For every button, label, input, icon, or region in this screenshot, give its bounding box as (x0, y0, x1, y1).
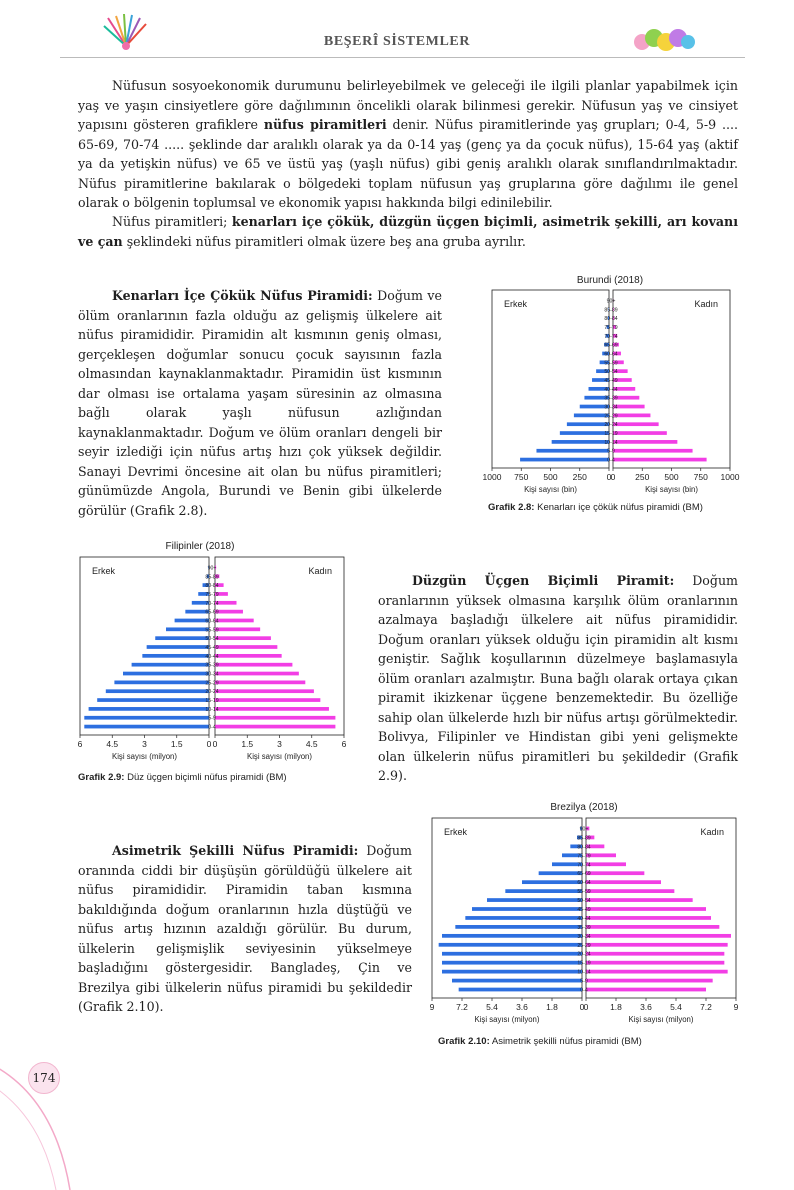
age-group-label: 0-4 (580, 988, 588, 994)
tick-label-right: 1.8 (610, 1002, 622, 1012)
bar-male (89, 707, 209, 711)
age-group-label: 55-59 (577, 889, 590, 895)
age-group-label: 85-89 (604, 307, 617, 313)
age-group-label: 90+ (580, 826, 589, 832)
bar-female (215, 681, 305, 685)
tick-label-left: 1.5 (171, 739, 183, 749)
tick-label-right: 0 (611, 472, 616, 482)
age-group-label: 60-64 (205, 618, 218, 624)
age-group-label: 30-34 (604, 405, 617, 411)
bar-female (215, 619, 254, 623)
age-group-label: 30-34 (577, 934, 590, 940)
tick-label-left: 0 (607, 472, 612, 482)
bar-male (536, 449, 609, 453)
age-group-label: 80-84 (577, 844, 590, 850)
age-group-label: 25-29 (205, 680, 218, 686)
age-group-label: 70-74 (205, 601, 218, 607)
pyramid-chart-filipinler (68, 555, 356, 767)
age-group-label: 20-24 (604, 422, 617, 428)
bar-female (586, 934, 731, 938)
bar-male (522, 880, 582, 884)
section-concave-pyramid (78, 286, 442, 520)
bar-male (106, 689, 209, 693)
intro-term: nüfus piramitleri (264, 117, 387, 132)
section-triangle-pyramid (378, 571, 738, 786)
bar-male (567, 422, 609, 426)
bar-female (613, 431, 667, 435)
age-group-label: 45-49 (577, 907, 590, 913)
age-group-label: 10-14 (205, 707, 218, 713)
bar-female (586, 952, 724, 956)
caption-label: Grafik 2.10: (438, 1036, 490, 1047)
bar-female (215, 663, 292, 667)
tick-label-right: 1000 (721, 472, 740, 482)
caption-grafik-2-8 (488, 502, 748, 513)
bar-female (586, 961, 724, 965)
caption-text: Kenarları içe çökük nüfus piramidi (BM) (534, 502, 702, 513)
caption-grafik-2-9 (78, 772, 358, 783)
age-group-label: 0-4 (208, 725, 216, 731)
bar-female (215, 725, 335, 729)
tick-label-right: 0 (213, 739, 218, 749)
bar-female (215, 627, 260, 631)
bar-female (215, 636, 271, 640)
age-group-label: 35-39 (604, 396, 617, 402)
age-group-label: 90+ (607, 298, 616, 304)
age-group-label: 85-89 (205, 574, 218, 580)
x-axis-label-right: Kişi sayısı (milyon) (629, 1015, 694, 1024)
age-group-label: 50-54 (577, 898, 590, 904)
age-group-label: 45-49 (205, 645, 218, 651)
intro-text: şeklindeki nüfus piramitleri olmak üzere beş ana gruba ayrılır. (123, 234, 526, 249)
age-group-label: 10-14 (604, 440, 617, 446)
bar-female (586, 880, 661, 884)
x-axis-label-right: Kişi sayısı (bin) (645, 485, 698, 494)
pyramid-chart-brezilya (420, 816, 748, 1030)
intro-pyramid-types: kenarları içe çökük, düzgün üçgen biçimli, asimetrik şekilli, arı kovanı ve çan (78, 214, 738, 249)
caption-text: Düz üçgen biçimli nüfus piramidi (BM) (124, 772, 286, 783)
legend-male: Erkek (92, 566, 116, 576)
age-group-label: 20-24 (205, 689, 218, 695)
caption-grafik-2-10 (438, 1036, 738, 1047)
age-group-label: 70-74 (577, 862, 590, 868)
bar-female (215, 707, 329, 711)
bar-female (215, 645, 277, 649)
age-group-label: 50-54 (205, 636, 218, 642)
bar-male (459, 988, 582, 992)
bar-female (215, 610, 243, 614)
bar-female (613, 405, 645, 409)
age-group-label: 55-59 (205, 627, 218, 633)
age-group-label: 60-64 (604, 351, 617, 357)
chart-title-filipinler: Filipinler (2018) (80, 541, 320, 552)
bar-male (166, 627, 209, 631)
age-group-label: 20-24 (577, 952, 590, 958)
bar-male (123, 672, 209, 676)
bar-female (586, 871, 644, 875)
bar-female (215, 716, 335, 720)
bar-female (613, 414, 650, 418)
bar-female (586, 907, 706, 911)
age-group-label: 75-79 (604, 325, 617, 331)
bar-male (452, 979, 582, 983)
bar-female (586, 988, 706, 992)
tick-label-left: 5.4 (486, 1002, 498, 1012)
bar-female (586, 943, 728, 947)
section-heading: Düzgün Üçgen Biçimli Piramit: (412, 573, 674, 588)
bar-male (455, 925, 582, 929)
age-group-label: 15-19 (604, 431, 617, 437)
age-group-label: 25-29 (604, 413, 617, 419)
age-group-label: 25-29 (577, 943, 590, 949)
bar-female (586, 916, 711, 920)
bar-male (142, 654, 209, 658)
age-group-label: 5-9 (208, 716, 216, 722)
bar-female (613, 458, 707, 462)
bar-female (586, 862, 626, 866)
age-group-label: 50-54 (604, 369, 617, 375)
tick-label-right: 5.4 (670, 1002, 682, 1012)
tick-label-right: 7.2 (700, 1002, 712, 1012)
tick-label-right: 500 (664, 472, 678, 482)
age-group-label: 40-44 (577, 916, 590, 922)
age-group-label: 65-69 (604, 343, 617, 349)
bar-male (465, 916, 582, 920)
age-group-label: 55-59 (604, 360, 617, 366)
legend-male: Erkek (504, 299, 528, 309)
bar-male (84, 716, 209, 720)
age-group-label: 10-14 (577, 970, 590, 976)
age-group-label: 65-69 (205, 610, 218, 616)
bar-male (539, 871, 582, 875)
intro-text: denir. Nüfus piramitlerinde yaş grupları; 0-4, 5-9 .... 65-69, 70-74 ..... şeklinde dar aralıklı olarak ya da 0-14 yaş (genç ya da çocuk nüfus), 15-64 yaş (aktif ya da yetişkin nüfus) ve 65 ve üstü yaş (yaşlı nüfus) gibi geniş aralıklı olarak sınıflandırılmaktadır. Nüfus piramitlerine bakılarak o bölgedeki toplam nüfusun yaş gruplarına göre dağılımı ile genel olarak o bölgenin toplumsal ve ekonomik yapısı hakkında bilgi edinilebilir. (78, 117, 738, 210)
legend-female: Kadın (694, 299, 718, 309)
tick-label-left: 3.6 (516, 1002, 528, 1012)
age-group-label: 85-89 (577, 835, 590, 841)
age-group-label: 75-79 (205, 592, 218, 598)
age-group-label: 45-49 (604, 378, 617, 384)
legend-female: Kadın (700, 827, 724, 837)
section-heading: Kenarları İçe Çökük Nüfus Piramidi: (112, 288, 373, 303)
bar-male (552, 440, 609, 444)
age-group-label: 5-9 (580, 979, 588, 985)
tick-label-right: 4.5 (306, 739, 318, 749)
section-text: Doğum oranında ciddi bir düşüşün görüldüğü ülkelere ait nüfus piramididir. Piramidin taban kısmına bakıldığında doğum oranlarının hızla düştüğü ve nüfus artış hızının azaldığı görülür. Bu durum, ülkelerin gelişmişlik seviyesinin yükselmeye başladığını göstergesidir. Bangladeş, Çin ve Brezilya gibi ülkelerin nüfus piramidi bu şekildedir (Grafik 2.10). (78, 843, 412, 1014)
header-divider (60, 57, 745, 58)
age-group-label: 70-74 (604, 334, 617, 340)
section-text: Doğum oranlarının yüksek olmasına karşılık ölüm oranlarının azalmaya başladığı ülkelere ait nüfus piramididir. Doğum oranları yüksek olduğu için piramidin alt kısmı geniştir. Sağlık koşullarının düzelmeye başlamasıyla ölüm oranları azalmıştır. Buna bağlı olarak ortaya çıkan piramit ikizkenar üçgene benzemektedir. Bu özelliğe sahip olan ülkelerde hızlı bir nüfus artışı görülmektedir. Bolivya, Filipinler ve Hindistan gibi yeni gelişmekte olan ülkelerin nüfus piramitleri bu şekildedir (Grafik 2.9). (378, 573, 738, 783)
tick-label-left: 0 (580, 1002, 585, 1012)
tick-label-left: 7.2 (456, 1002, 468, 1012)
age-group-label: 80-84 (604, 316, 617, 322)
tick-label-left: 3 (142, 739, 147, 749)
bar-female (586, 889, 674, 893)
legend-female: Kadın (308, 566, 332, 576)
page-number: 174 (28, 1062, 60, 1094)
age-group-label: 15-19 (205, 698, 218, 704)
tick-label-left: 250 (573, 472, 587, 482)
tick-label-left: 9 (430, 1002, 435, 1012)
age-group-label: 35-39 (205, 663, 218, 669)
x-axis-label-left: Kişi sayısı (milyon) (112, 752, 177, 761)
legend-male: Erkek (444, 827, 468, 837)
age-group-label: 0-4 (607, 458, 615, 464)
bar-female (586, 925, 719, 929)
age-group-label: 15-19 (577, 961, 590, 967)
tick-label-left: 1.8 (546, 1002, 558, 1012)
age-group-label: 35-39 (577, 925, 590, 931)
bar-male (472, 907, 582, 911)
bar-male (520, 458, 609, 462)
caption-label: Grafik 2.8: (488, 502, 534, 513)
bar-male (442, 934, 582, 938)
bar-male (442, 961, 582, 965)
x-axis-label-right: Kişi sayısı (milyon) (247, 752, 312, 761)
bar-male (442, 952, 582, 956)
bar-female (215, 698, 320, 702)
bar-male (84, 725, 209, 729)
age-group-label: 40-44 (604, 387, 617, 393)
age-group-label: 90+ (208, 565, 217, 571)
section-asymmetric-pyramid (78, 841, 412, 1017)
page-decoration-arc (0, 1030, 100, 1190)
pyramid-chart-burundi (480, 288, 742, 498)
bar-female (215, 672, 299, 676)
tick-label-right: 250 (635, 472, 649, 482)
x-axis-label-left: Kişi sayısı (milyon) (475, 1015, 540, 1024)
tick-label-right: 1.5 (241, 739, 253, 749)
age-group-label: 60-64 (577, 880, 590, 886)
bar-male (487, 898, 582, 902)
bar-female (215, 654, 282, 658)
intro-text: Nüfus piramitleri; (112, 214, 232, 229)
bar-male (505, 889, 582, 893)
caption-label: Grafik 2.9: (78, 772, 124, 783)
caption-text: Asimetrik şekilli nüfus piramidi (BM) (490, 1036, 642, 1047)
intro-text: Nüfusun sosyoekonomik durumunu belirleyebilmek ve geleceği ile ilgili planlar yapabilmek için yaş ve yaşın cinsiyetlere göre dağılımının öncelikli olarak bilinmesi gerekir. Nüfusun yaş ve cinsiyet yapısını gösteren grafiklere (78, 78, 738, 132)
x-axis-label-left: Kişi sayısı (bin) (524, 485, 577, 494)
age-group-label: 5-9 (607, 449, 615, 455)
age-group-label: 80-84 (205, 583, 218, 589)
intro-paragraph-2 (78, 212, 738, 251)
bar-male (97, 698, 209, 702)
tick-label-left: 6 (78, 739, 83, 749)
bar-male (155, 636, 209, 640)
tick-label-left: 500 (543, 472, 557, 482)
age-group-label: 40-44 (205, 654, 218, 660)
bar-female (586, 979, 713, 983)
bar-female (613, 422, 659, 426)
bar-male (147, 645, 209, 649)
bar-male (560, 431, 609, 435)
tick-label-left: 0 (207, 739, 212, 749)
tick-label-left: 750 (514, 472, 528, 482)
intro-paragraph-1 (78, 76, 738, 213)
bar-female (586, 970, 728, 974)
age-group-label: 75-79 (577, 853, 590, 859)
chart-title-burundi: Burundi (2018) (490, 275, 730, 286)
bar-male (175, 619, 209, 623)
section-text: Doğum ve ölüm oranlarının fazla olduğu az gelişmiş ülkelere ait nüfus piramididir. Piramidin alt kısmının geniş olması, gerçekleşen doğumlar sonucu çocuk sayısının fazla olmasından kaynaklanmaktadır. Piramidin üst kısmının dar olması ise ortalama yaşam süresinin az olmasına bağlı olarak yaşlı nüfusun azlığından kaynaklanmaktadır. Doğum ve ölüm oranları dengeli bir seyir izlediği için nüfus artış hızı çok yüksek değildir. Sanayi Devrimi öncesine ait olan bu nüfus piramitleri; günümüzde Angola, Burundi ve Benin gibi ülkelerde görülür (Grafik 2.8). (78, 288, 442, 518)
tick-label-right: 0 (584, 1002, 589, 1012)
age-group-label: 65-69 (577, 871, 590, 877)
age-group-label: 30-34 (205, 672, 218, 678)
tick-label-right: 9 (734, 1002, 739, 1012)
section-heading: Asimetrik Şekilli Nüfus Piramidi: (112, 843, 358, 858)
bar-female (586, 898, 693, 902)
tick-label-right: 6 (342, 739, 347, 749)
bar-male (114, 681, 209, 685)
bar-male (439, 943, 582, 947)
tick-label-right: 3 (277, 739, 282, 749)
bar-female (613, 440, 677, 444)
tick-label-left: 1000 (483, 472, 502, 482)
bar-male (442, 970, 582, 974)
bar-male (132, 663, 209, 667)
tick-label-left: 4.5 (106, 739, 118, 749)
bar-female (613, 449, 693, 453)
page-header-title: BEŞERÎ SİSTEMLER (0, 34, 794, 50)
bar-female (215, 689, 314, 693)
tick-label-right: 3.6 (640, 1002, 652, 1012)
tick-label-right: 750 (694, 472, 708, 482)
chart-title-brezilya: Brezilya (2018) (464, 802, 704, 813)
